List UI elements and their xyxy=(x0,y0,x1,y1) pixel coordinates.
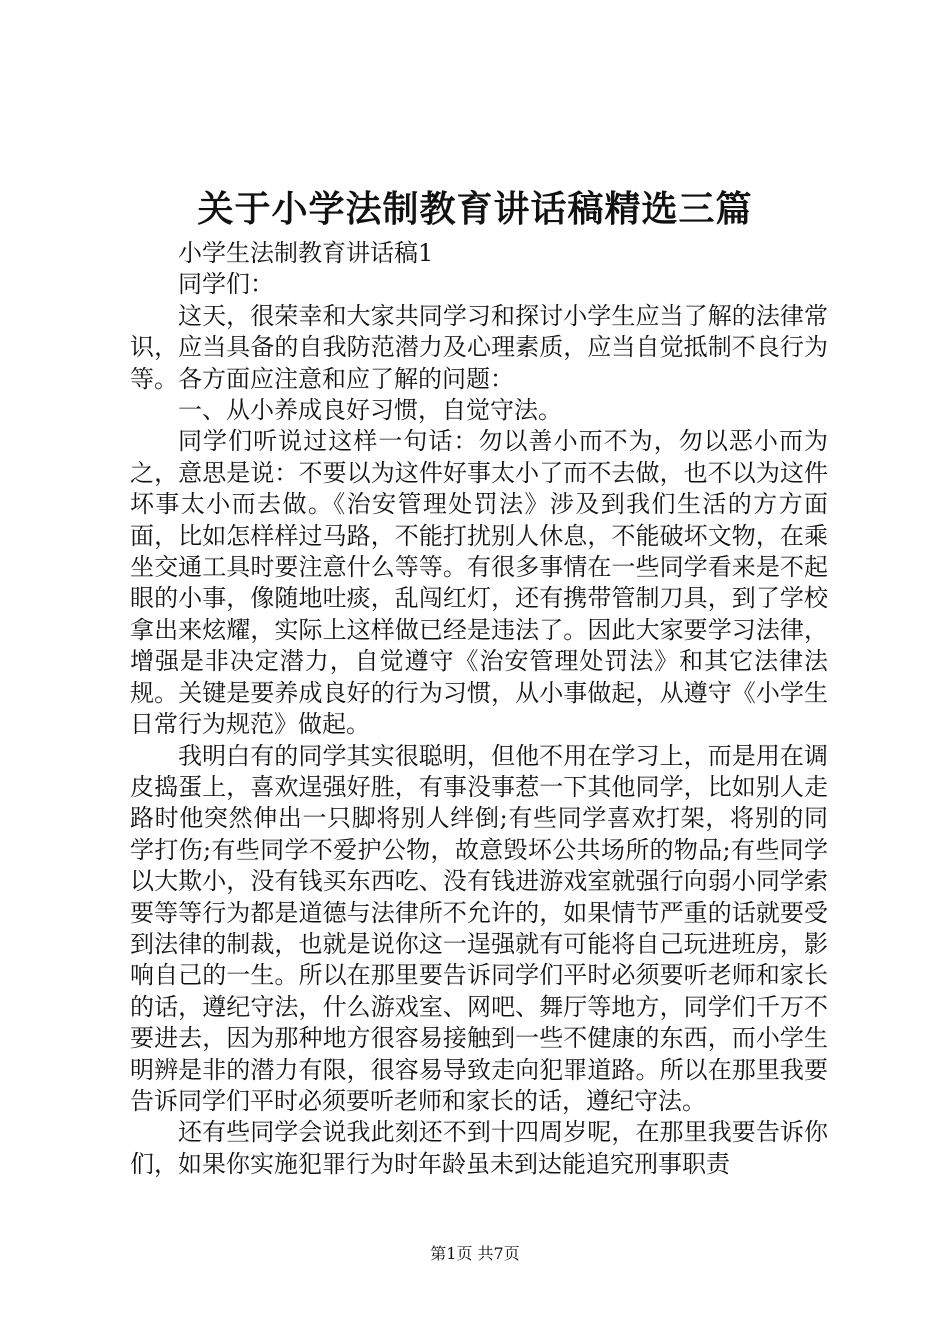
paragraph-subtitle: 小学生法制教育讲话稿1 xyxy=(178,239,434,267)
paragraph-body-3: 还有些同学会说我此刻还不到十四周岁呢，在那里我要告诉你们，如果你实施犯罪行为时年龄虽未到达能追究刑事职责 xyxy=(130,1118,828,1178)
paragraph-body-1: 同学们听说过这样一句话：勿以善小而不为，勿以恶小而为之，意思是说：不要以为这件好事太小了而不去做，也不以为这件坏事太小而去做。《治安管理处罚法》涉及到我们生活的方方面面，比如怎样样过马路，不能打扰别人休息，不能破坏文物，在乘坐交通工具时要注意什么等等。有很多事情在一些同学看来是不起眼的小事，像随地吐痰，乱闯红灯，还有携带管制刀具，到了学校拿出来炫耀，实际上这样做已经是违法了。因此大家要学习法律，增强是非决定潜力，自觉遵守《治安管理处罚法》和其它法律法规。关键是要养成良好的行为习惯，从小事做起，从遵守《小学生日常行为规范》做起。 xyxy=(130,427,828,739)
page-number-footer: 第1页 共7页 xyxy=(430,1244,520,1263)
document-title: 关于小学法制教育讲话稿精选三篇 xyxy=(197,188,753,230)
paragraph-salutation: 同学们： xyxy=(178,270,274,299)
document-body xyxy=(130,238,828,1180)
paragraph-body-2: 我明白有的同学其实很聪明，但他不用在学习上，而是用在调皮捣蛋上，喜欢逞强好胜，有事没事惹一下其他同学，比如别人走路时他突然伸出一只脚将别人绊倒;有些同学喜欢打架，将别的同学打伤;有些同学不爱护公物，故意毁坏公共场所的物品;有些同学以大欺小，没有钱买东西吃、没有钱进游戏室就强行向弱小同学索要等等行为都是道德与法律所不允许的，如果情节严重的话就要受到法律的制裁，也就是说你这一逞强就有可能将自己玩进班房，影响自己的一生。所以在那里要告诉同学们平时必须要听老师和家长的话，遵纪守法，什么游戏室、网吧、舞厅等地方，同学们千万不要进去，因为那种地方很容易接触到一些不健康的东西，而小学生明辨是非的潜力有限，很容易导致走向犯罪道路。所以在那里我要告诉同学们平时必须要听老师和家长的话，遵纪守法。 xyxy=(130,741,828,1115)
paragraph-heading-1: 一、从小养成良好习惯，自觉守法。 xyxy=(178,396,562,425)
paragraph-intro: 这天，很荣幸和大家共同学习和探讨小学生应当了解的法律常识，应当具备的自我防范潜力及心理素质，应当自觉抵制不良行为等。各方面应注意和应了解的问题： xyxy=(130,301,828,393)
